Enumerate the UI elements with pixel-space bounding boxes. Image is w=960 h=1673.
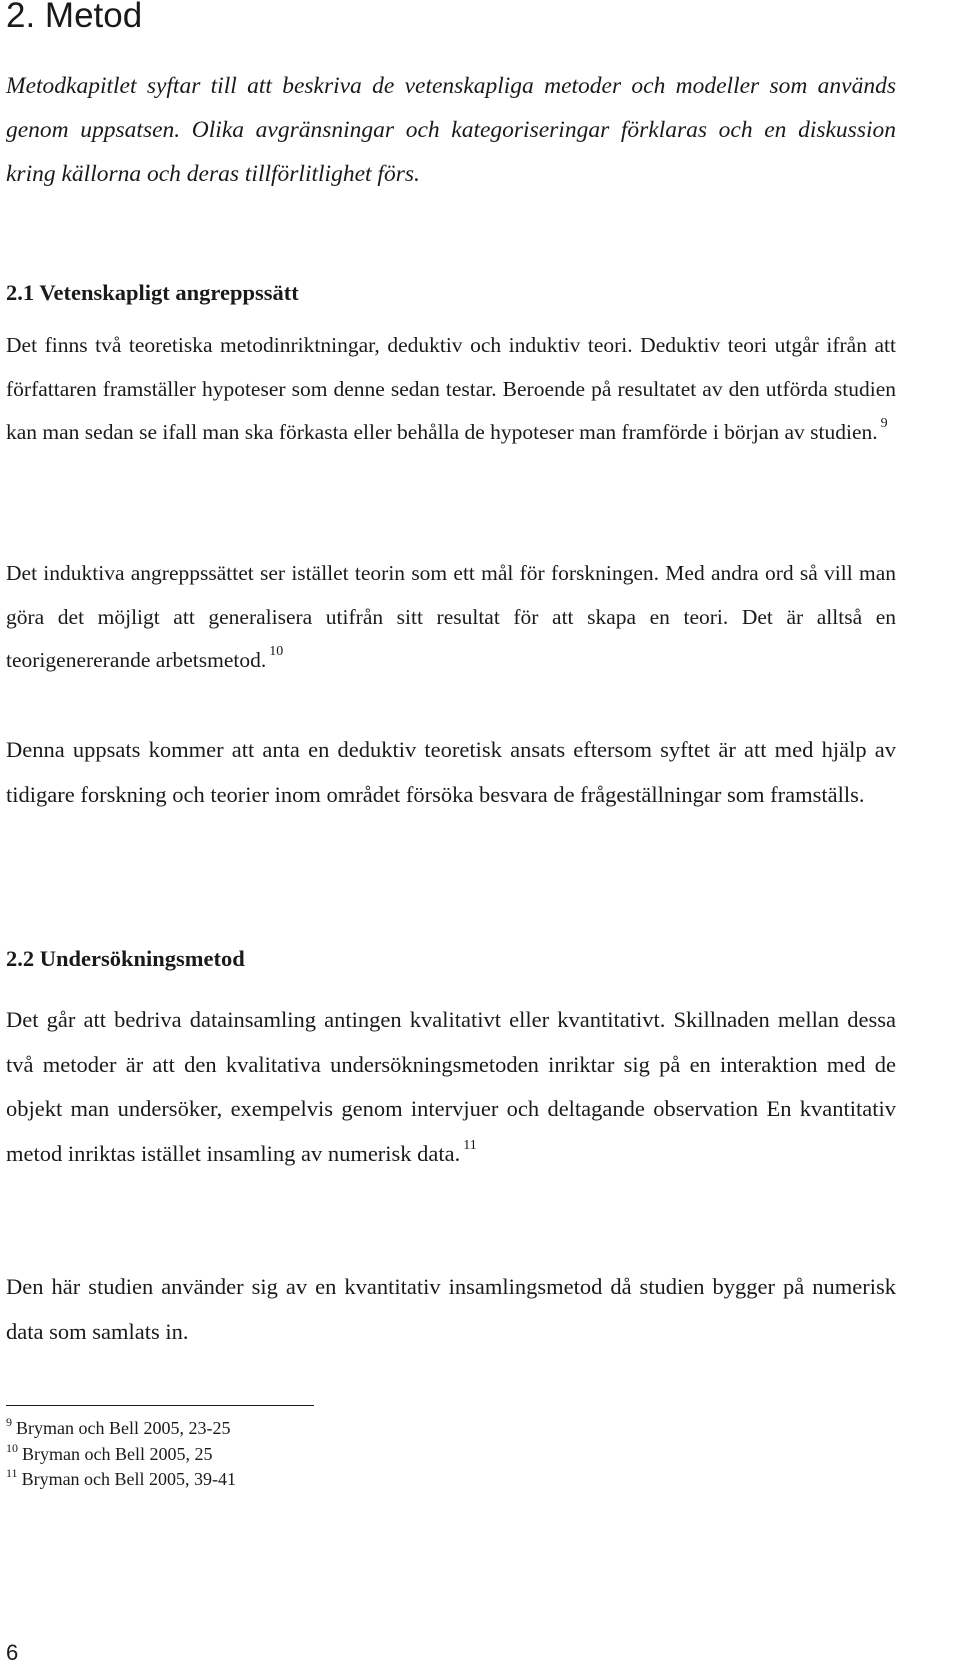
- footnote-text: Bryman och Bell 2005, 23-25: [16, 1418, 231, 1438]
- footnote-item: [6, 1468, 606, 1494]
- paragraph-text: Det induktiva angreppssättet ser istället teorin som ett mål för forskningen. Med andra ord så vill man göra det möjligt att generalisera utifrån sitt resultat för att skapa en teori. Det är alltså en teorigenererande arbetsmetod.: [6, 561, 896, 672]
- footnote-ref: 9: [880, 416, 888, 431]
- paragraph-this-study: Den här studien använder sig av en kvantitativ insamlingsmetod då studien bygger på numerisk data som samlats in.: [6, 1274, 896, 1344]
- paragraph-text: Det går att bedriva datainsamling antingen kvalitativt eller kvantitativt. Skillnaden mellan dessa två metoder är att den kvalitativa undersökningsmetoden inriktar sig på en interaktion med de objekt man undersöker, exempelvis genom intervjuer och deltagande observation En kvantitativ metod inriktas istället insamling av numerisk data.: [6, 1007, 896, 1166]
- footnote-ref: 10: [269, 644, 284, 659]
- paragraph-deductive: [6, 324, 896, 458]
- footnotes: [6, 1417, 606, 1494]
- chapter-title: 2. Metod: [6, 0, 143, 35]
- chapter-intro: Metodkapitlet syftar till att beskriva de vetenskapliga metoder och modeller som används genom uppsatsen. Olika avgränsningar och kategoriseringar förklaras och en diskussion kring källorna och deras tillförlitlighet förs.: [6, 73, 896, 187]
- footnote-item: [6, 1440, 606, 1469]
- paragraph-data-collection: [6, 998, 896, 1180]
- footnote-number: 10: [6, 1440, 18, 1455]
- footnote-item: [6, 1417, 606, 1443]
- section-heading-2-1: 2.1 Vetenskapligt angreppssätt: [6, 280, 299, 305]
- paragraph-text: Det finns två teoretiska metodinriktningar, deduktiv och induktiv teori. Deduktiv teori utgår ifrån att författaren framställer hypoteser som denne sedan testar. Beroende på resultatet av den utförda studien kan man sedan se ifall man ska förkasta eller behålla de hypoteser man framförde i början av studien.: [6, 333, 896, 444]
- page-number: 6: [6, 1640, 19, 1665]
- footnote-text: Bryman och Bell 2005, 25: [22, 1443, 213, 1464]
- footnote-ref: 11: [463, 1137, 477, 1153]
- footnote-text: Bryman och Bell 2005, 39-41: [21, 1469, 237, 1489]
- footnote-number: 9: [6, 1415, 12, 1429]
- section-heading-2-2: 2.2 Undersökningsmetod: [6, 946, 245, 971]
- footnote-number: 11: [6, 1466, 18, 1480]
- paragraph-inductive: [6, 552, 896, 686]
- footnote-separator: [6, 1405, 314, 1406]
- paragraph-approach: Denna uppsats kommer att anta en deduktiv teoretisk ansats eftersom syftet är att med hjälp av tidigare forskning och teorier inom området försöka besvara de frågeställningar som framställs.: [6, 737, 896, 807]
